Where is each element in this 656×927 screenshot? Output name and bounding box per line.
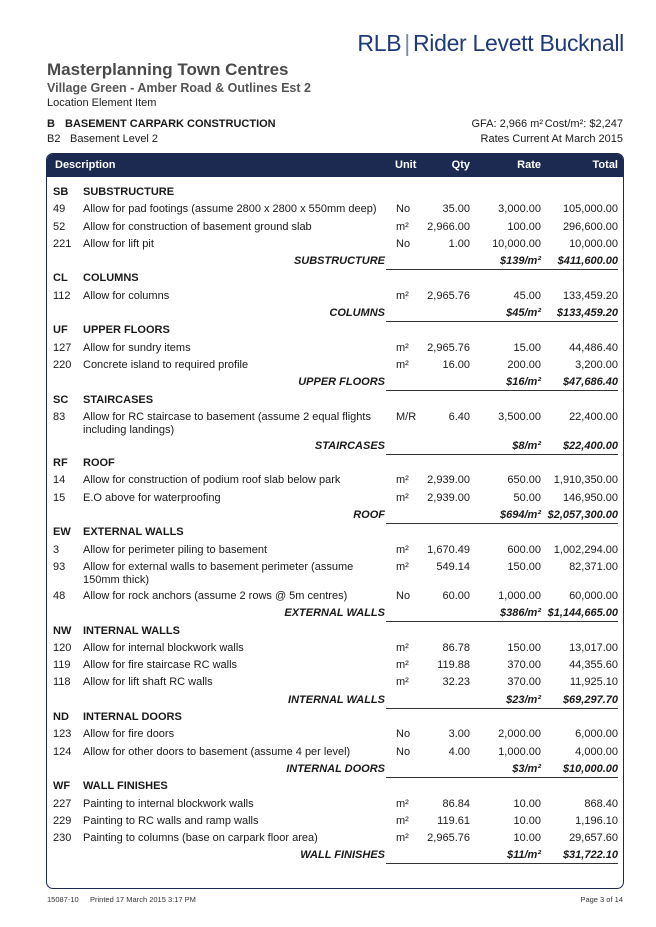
item-total: 1,910,350.00 bbox=[553, 474, 618, 487]
group-code: RF bbox=[53, 457, 68, 470]
table-row bbox=[47, 236, 623, 253]
subtotal-row bbox=[47, 847, 623, 864]
item-rate: 10.00 bbox=[513, 832, 541, 845]
item-rate: 150.00 bbox=[507, 641, 541, 654]
item-unit: m² bbox=[396, 289, 409, 302]
subtotal-amount: $31,722.10 bbox=[562, 849, 618, 862]
item-total: 29,657.60 bbox=[569, 832, 618, 845]
item-rate: 1,000.00 bbox=[498, 745, 541, 758]
subtotal-rate-per-m2: $11/m² bbox=[506, 849, 541, 862]
footer-page: Page 3 of 14 bbox=[580, 895, 623, 904]
item-code: 120 bbox=[53, 641, 72, 654]
item-total: 3,200.00 bbox=[575, 358, 618, 371]
item-description: Allow for lift pit bbox=[83, 237, 154, 250]
col-description: Description bbox=[55, 159, 116, 171]
item-total: 105,000.00 bbox=[562, 203, 618, 216]
group-heading-row bbox=[47, 524, 623, 541]
table-row bbox=[47, 409, 623, 438]
item-rate: 10.00 bbox=[513, 797, 541, 810]
item-unit: No bbox=[396, 745, 411, 758]
col-qty: Qty bbox=[451, 159, 470, 171]
item-qty: 86.84 bbox=[442, 797, 470, 810]
footer-ref: 15087-10 bbox=[47, 895, 79, 904]
item-unit: M/R bbox=[396, 410, 417, 423]
table-row bbox=[47, 357, 623, 374]
item-code: 123 bbox=[53, 728, 72, 741]
item-unit: No bbox=[396, 237, 411, 250]
col-unit: Unit bbox=[395, 159, 417, 171]
item-rate: 600.00 bbox=[507, 543, 541, 556]
subtotal-rate-per-m2: $16/m² bbox=[506, 376, 541, 389]
subtotal-row bbox=[47, 507, 623, 524]
table-row bbox=[47, 542, 623, 559]
item-code: 230 bbox=[53, 832, 72, 845]
group-code: CL bbox=[53, 272, 68, 285]
item-code: 227 bbox=[53, 797, 72, 810]
table-row bbox=[47, 472, 623, 489]
item-code: 124 bbox=[53, 745, 72, 758]
subtotal-row bbox=[47, 305, 623, 322]
item-description: Allow for pad footings (assume 2800 x 2800 x 550mm deep) bbox=[83, 203, 377, 216]
item-code: 127 bbox=[53, 341, 72, 354]
level-code: B2 bbox=[47, 133, 61, 145]
item-unit: No bbox=[396, 203, 411, 216]
col-total: Total bbox=[592, 159, 618, 171]
group-code: ND bbox=[53, 711, 69, 724]
item-unit: m² bbox=[396, 220, 409, 233]
item-rate: 150.00 bbox=[507, 560, 541, 573]
subtotal-label: UPPER FLOORS bbox=[298, 376, 385, 389]
report-title: Masterplanning Town Centres bbox=[47, 60, 289, 79]
section-code: B bbox=[47, 118, 55, 130]
item-code: 49 bbox=[53, 203, 66, 216]
item-qty: 1,670.49 bbox=[427, 543, 470, 556]
group-name: COLUMNS bbox=[83, 272, 139, 285]
item-rate: 10.00 bbox=[513, 814, 541, 827]
item-description: E.O above for waterproofing bbox=[83, 491, 221, 504]
cost-per-m2: Cost/m²: $2,247 bbox=[544, 118, 623, 130]
item-description: Allow for internal blockwork walls bbox=[83, 641, 244, 654]
item-total: 146,950.00 bbox=[562, 491, 618, 504]
subtotal-amount: $411,600.00 bbox=[557, 255, 618, 268]
group-name: ROOF bbox=[83, 457, 115, 470]
gfa-value: GFA: 2,966 m² bbox=[471, 118, 543, 130]
item-description: Allow for other doors to basement (assume 4 per level) bbox=[83, 745, 351, 758]
table-row bbox=[47, 813, 623, 830]
item-qty: 3.00 bbox=[448, 728, 470, 741]
item-code: 112 bbox=[53, 289, 71, 302]
item-total: 44,486.40 bbox=[569, 341, 618, 354]
item-description: Allow for sundry items bbox=[83, 341, 191, 354]
group-name: STAIRCASES bbox=[83, 393, 154, 406]
item-qty: 2,939.00 bbox=[427, 474, 470, 487]
item-description: Allow for lift shaft RC walls bbox=[83, 676, 213, 689]
item-unit: No bbox=[396, 589, 411, 602]
item-qty: 1.00 bbox=[448, 237, 470, 250]
subtotal-label: COLUMNS bbox=[329, 307, 385, 320]
item-code: 15 bbox=[53, 491, 66, 504]
subtotal-row bbox=[47, 253, 623, 270]
item-qty: 86.78 bbox=[442, 641, 470, 654]
item-code: 83 bbox=[53, 410, 66, 423]
table-row bbox=[47, 744, 623, 761]
group-code: SC bbox=[53, 393, 69, 406]
item-unit: m² bbox=[396, 560, 409, 573]
item-rate: 370.00 bbox=[507, 659, 541, 672]
group-name: INTERNAL DOORS bbox=[83, 711, 182, 724]
subtotal-label: EXTERNAL WALLS bbox=[284, 607, 385, 620]
item-qty: 32.23 bbox=[442, 676, 470, 689]
item-description: Allow for perimeter piling to basement bbox=[83, 543, 268, 556]
item-description: Allow for RC staircase to basement (assume 2 equal flights including landings) bbox=[83, 410, 371, 436]
item-rate: 100.00 bbox=[507, 220, 541, 233]
item-unit: m² bbox=[396, 474, 409, 487]
subtotal-rate-per-m2: $8/m² bbox=[512, 439, 541, 452]
item-unit: m² bbox=[396, 676, 409, 689]
item-code: 48 bbox=[53, 589, 66, 602]
item-code: 229 bbox=[53, 814, 72, 827]
item-total: 4,000.00 bbox=[575, 745, 618, 758]
item-code: 220 bbox=[53, 358, 72, 371]
item-unit: m² bbox=[396, 832, 409, 845]
subtotal-row bbox=[47, 438, 623, 455]
table-row bbox=[47, 726, 623, 743]
item-qty: 2,965.76 bbox=[427, 289, 470, 302]
item-description: Painting to RC walls and ramp walls bbox=[83, 814, 259, 827]
item-description: Allow for rock anchors (assume 2 rows @ 5m centres) bbox=[83, 589, 348, 602]
item-description: Allow for fire staircase RC walls bbox=[83, 659, 238, 672]
item-qty: 4.00 bbox=[448, 745, 470, 758]
item-code: 52 bbox=[53, 220, 66, 233]
item-rate: 50.00 bbox=[513, 491, 541, 504]
subtotal-amount: $2,057,300.00 bbox=[547, 509, 618, 522]
table-body bbox=[47, 184, 623, 865]
subtotal-label: SUBSTRUCTURE bbox=[293, 255, 385, 268]
item-unit: m² bbox=[396, 341, 409, 354]
subtotal-label: INTERNAL DOORS bbox=[286, 762, 385, 775]
group-code: EW bbox=[53, 526, 71, 539]
group-code: NW bbox=[53, 624, 72, 637]
item-code: 3 bbox=[53, 543, 60, 556]
table-row bbox=[47, 201, 623, 218]
item-unit: m² bbox=[396, 491, 409, 504]
item-total: 44,355.60 bbox=[569, 659, 618, 672]
table-row bbox=[47, 657, 623, 674]
subtotal-row bbox=[47, 761, 623, 778]
item-qty: 2,965.76 bbox=[427, 341, 470, 354]
group-name: SUBSTRUCTURE bbox=[83, 186, 175, 198]
item-total: 6,000.00 bbox=[575, 728, 618, 741]
item-description: Allow for external walls to basement perimeter (assume 150mm thick) bbox=[83, 560, 354, 586]
table-row bbox=[47, 640, 623, 657]
col-rate: Rate bbox=[517, 159, 541, 171]
logo-separator: | bbox=[404, 30, 410, 56]
item-total: 133,459.20 bbox=[562, 289, 618, 302]
item-rate: 650.00 bbox=[507, 474, 541, 487]
subtotal-rate-per-m2: $694/m² bbox=[500, 509, 541, 522]
group-heading-row bbox=[47, 778, 623, 795]
item-rate: 370.00 bbox=[507, 676, 541, 689]
item-unit: m² bbox=[396, 641, 409, 654]
item-code: 118 bbox=[53, 676, 71, 689]
subtotal-label: STAIRCASES bbox=[314, 439, 385, 452]
level-name: Basement Level 2 bbox=[70, 133, 159, 145]
item-total: 82,371.00 bbox=[569, 560, 618, 573]
table-row bbox=[47, 490, 623, 507]
item-rate: 2,000.00 bbox=[498, 728, 541, 741]
item-total: 296,600.00 bbox=[562, 220, 618, 233]
table-row bbox=[47, 588, 623, 605]
item-rate: 10,000.00 bbox=[492, 237, 541, 250]
item-unit: No bbox=[396, 728, 411, 741]
item-description: Painting to columns (base on carpark floor area) bbox=[83, 832, 318, 845]
item-description: Allow for fire doors bbox=[83, 728, 175, 741]
group-name: WALL FINISHES bbox=[83, 780, 168, 793]
subtotal-rate-per-m2: $3/m² bbox=[512, 762, 541, 775]
item-rate: 45.00 bbox=[513, 289, 541, 302]
item-rate: 1,000.00 bbox=[498, 589, 541, 602]
item-description: Painting to internal blockwork walls bbox=[83, 797, 254, 810]
subtotal-label: ROOF bbox=[353, 509, 385, 522]
subtotal-label: WALL FINISHES bbox=[300, 849, 385, 862]
group-name: EXTERNAL WALLS bbox=[83, 526, 184, 539]
group-heading-row bbox=[47, 455, 623, 472]
report-subtitle: Village Green - Amber Road & Outlines Est 2 bbox=[47, 81, 311, 95]
subtotal-amount: $1,144,665.00 bbox=[547, 607, 618, 620]
item-code: 14 bbox=[53, 474, 66, 487]
subtotal-rule bbox=[386, 863, 618, 864]
table-row bbox=[47, 796, 623, 813]
group-code: WF bbox=[53, 780, 71, 793]
table-row bbox=[47, 219, 623, 236]
item-total: 11,925.10 bbox=[569, 676, 618, 689]
subtotal-rate-per-m2: $23/m² bbox=[506, 693, 541, 706]
group-heading-row bbox=[47, 709, 623, 726]
subtotal-row bbox=[47, 605, 623, 622]
item-total: 868.40 bbox=[584, 797, 618, 810]
item-qty: 2,966.00 bbox=[427, 220, 470, 233]
group-heading-row bbox=[47, 322, 623, 339]
table-header bbox=[47, 154, 623, 177]
subtotal-amount: $69,297.70 bbox=[562, 693, 618, 706]
table-row bbox=[47, 559, 623, 588]
item-total: 1,196.10 bbox=[575, 814, 618, 827]
item-unit: m² bbox=[396, 814, 409, 827]
logo-abbr: RLB bbox=[357, 30, 402, 56]
subtotal-amount: $10,000.00 bbox=[562, 762, 618, 775]
item-rate: 15.00 bbox=[513, 341, 541, 354]
table-row bbox=[47, 830, 623, 847]
item-total: 1,002,294.00 bbox=[553, 543, 618, 556]
group-code: SB bbox=[53, 186, 69, 198]
item-total: 60,000.00 bbox=[569, 589, 618, 602]
subtotal-amount: $133,459.20 bbox=[556, 307, 618, 320]
item-unit: m² bbox=[396, 358, 409, 371]
item-qty: 16.00 bbox=[442, 358, 470, 371]
table-row bbox=[47, 340, 623, 357]
item-rate: 3,500.00 bbox=[498, 410, 541, 423]
subtotal-label: INTERNAL WALLS bbox=[288, 693, 385, 706]
item-rate: 3,000.00 bbox=[498, 203, 541, 216]
group-heading-row bbox=[47, 392, 623, 409]
subtotal-row bbox=[47, 374, 623, 391]
item-qty: 2,965.76 bbox=[427, 832, 470, 845]
item-rate: 200.00 bbox=[507, 358, 541, 371]
item-total: 10,000.00 bbox=[569, 237, 618, 250]
group-heading-row bbox=[47, 270, 623, 287]
table-row bbox=[47, 288, 623, 305]
item-code: 221 bbox=[53, 237, 72, 250]
subtotal-amount: $47,686.40 bbox=[562, 376, 618, 389]
item-total: 13,017.00 bbox=[569, 641, 618, 654]
group-heading-row bbox=[47, 184, 623, 201]
group-heading-row bbox=[47, 623, 623, 640]
item-code: 119 bbox=[53, 659, 71, 672]
subtotal-rate-per-m2: $386/m² bbox=[500, 607, 541, 620]
item-total: 22,400.00 bbox=[569, 410, 618, 423]
item-unit: m² bbox=[396, 797, 409, 810]
subtotal-rate-per-m2: $45/m² bbox=[506, 307, 541, 320]
rates-current: Rates Current At March 2015 bbox=[480, 133, 623, 145]
item-unit: m² bbox=[396, 543, 409, 556]
footer-printed: Printed 17 March 2015 3:17 PM bbox=[90, 895, 196, 904]
item-code: 93 bbox=[53, 560, 66, 573]
section-name: BASEMENT CARPARK CONSTRUCTION bbox=[65, 118, 276, 130]
item-unit: m² bbox=[396, 659, 409, 672]
subtotal-amount: $22,400.00 bbox=[562, 439, 618, 452]
subtotal-row bbox=[47, 692, 623, 709]
group-name: UPPER FLOORS bbox=[83, 324, 170, 337]
subtotal-rate-per-m2: $139/m² bbox=[500, 255, 541, 268]
cost-table bbox=[46, 153, 624, 889]
item-qty: 119.61 bbox=[437, 814, 470, 827]
item-description: Allow for construction of basement ground slab bbox=[83, 220, 312, 233]
table-row bbox=[47, 674, 623, 691]
item-qty: 60.00 bbox=[442, 589, 470, 602]
logo-name: Rider Levett Bucknall bbox=[412, 30, 624, 56]
item-qty: 35.00 bbox=[442, 203, 470, 216]
item-description: Allow for construction of podium roof slab below park bbox=[83, 474, 341, 487]
group-name: INTERNAL WALLS bbox=[83, 624, 180, 637]
group-code: UF bbox=[53, 324, 68, 337]
item-qty: 2,939.00 bbox=[427, 491, 470, 504]
item-qty: 6.40 bbox=[448, 410, 470, 423]
item-description: Allow for columns bbox=[83, 289, 170, 302]
item-description: Concrete island to required profile bbox=[83, 358, 249, 371]
item-qty: 549.14 bbox=[436, 560, 470, 573]
item-qty: 119.88 bbox=[437, 659, 470, 672]
company-logo bbox=[357, 30, 624, 57]
location-label: Location Element Item bbox=[47, 97, 157, 109]
